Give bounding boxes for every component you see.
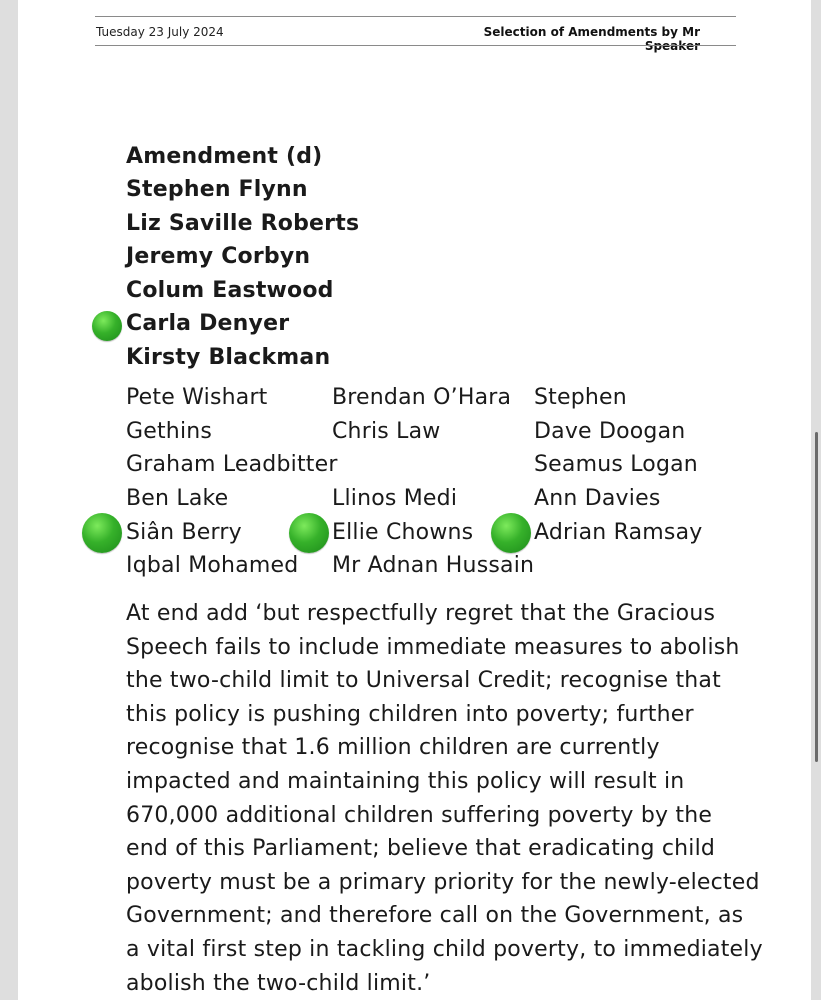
green-circle-icon [92, 311, 122, 341]
lead-name: Carla Denyer [126, 311, 290, 336]
amendment-text-line: this policy is pushing children into poverty; further [126, 701, 694, 727]
amendment-text [126, 597, 763, 1000]
lead-name: Colum Eastwood [126, 278, 334, 303]
amendment-text-line: impacted and maintaining this policy will result in [126, 768, 685, 794]
header-bottom-rule [95, 45, 736, 46]
supporter-name: Chris Law [332, 419, 441, 444]
lead-name: Kirsty Blackman [126, 345, 331, 370]
header-top-rule [95, 16, 736, 17]
scrollbar-track[interactable] [811, 0, 821, 1000]
amendment-text-line: Government; and therefore call on the Government, as [126, 903, 744, 929]
supporter-name: Llinos Medi [332, 486, 458, 511]
supporter-name: Gethins [126, 419, 213, 444]
supporter-name: Mr Adnan Hussain [332, 553, 535, 578]
green-circle-icon [82, 513, 122, 553]
amendment-text-line: Speech fails to include immediate measures to abolish [126, 634, 740, 660]
lead-name: Jeremy Corbyn [126, 244, 311, 269]
supporter-name: Pete Wishart [126, 385, 268, 410]
lead-name: Liz Saville Roberts [126, 211, 360, 236]
supporter-name: Seamus Logan [534, 452, 698, 477]
green-circle-icon [491, 513, 531, 553]
supporter-name: Dave Doogan [534, 419, 686, 444]
amendment-text-line: recognise that 1.6 million children are currently [126, 735, 660, 761]
header-title: Selection of Amendments by Mr Speaker [483, 25, 700, 53]
supporter-name: Ellie Chowns [332, 520, 474, 545]
amendment-text-line: a vital first step in tackling child poverty, to immediately [126, 936, 763, 962]
header-date: Tuesday 23 July 2024 [96, 25, 224, 39]
supporter-name: Brendan O’Hara [332, 385, 512, 410]
supporter-name: Adrian Ramsay [534, 520, 703, 545]
amendment-text-line: At end add ‘but respectfully regret that the Gracious [126, 601, 716, 626]
amendment-label: Amendment (d) [126, 144, 323, 169]
scrollbar-thumb[interactable] [815, 432, 818, 762]
supporter-name: Stephen [534, 385, 627, 410]
supporter-name: Siân Berry [126, 520, 242, 545]
green-circle-icon [289, 513, 329, 553]
amendment-text-line: end of this Parliament; believe that eradicating child [126, 836, 716, 862]
amendment-text-line: poverty must be a primary priority for the newly-elected [126, 869, 760, 895]
supporter-name: Graham Leadbitter [126, 452, 338, 477]
amendment-text-line: abolish the two-child limit.’ [126, 970, 431, 996]
supporter-name: Ann Davies [534, 486, 661, 511]
amendment-text-line: 670,000 additional children suffering poverty by the [126, 802, 713, 828]
lead-name: Stephen Flynn [126, 177, 308, 202]
amendment-text-line: the two-child limit to Universal Credit; recognise that [126, 668, 721, 694]
supporter-name: Iqbal Mohamed [126, 553, 299, 578]
supporter-name: Ben Lake [126, 486, 229, 511]
